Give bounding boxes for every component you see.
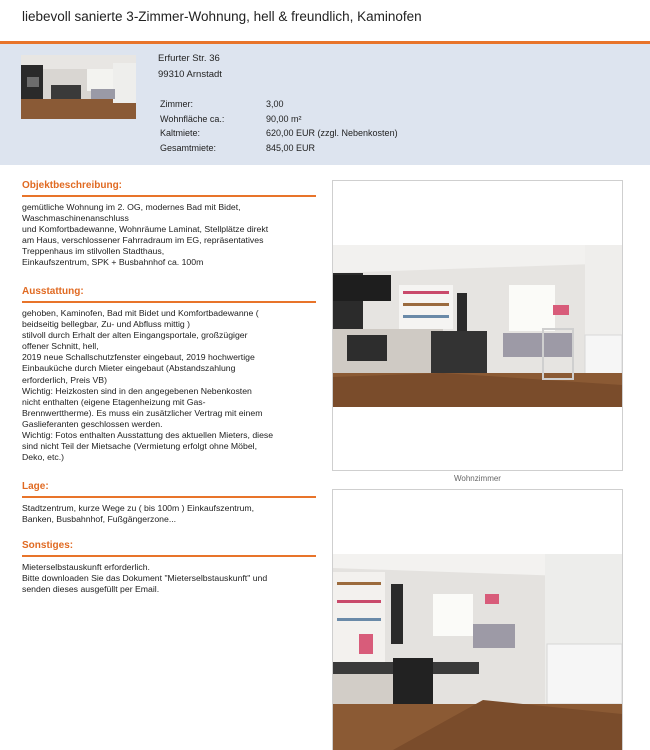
section-text (22, 308, 316, 463)
text-line: sind nicht Teil der Mietsache (Vermietung erfolgt ohne Möbel, (22, 441, 258, 452)
text-line: Bitte downloaden Sie das Dokument "Mieterselbstauskunft" und (22, 573, 268, 584)
section-heading: Ausstattung: (22, 283, 316, 303)
fact-label: Zimmer: (160, 99, 193, 109)
text-line: offener Schnitt, hell, (22, 341, 99, 352)
text-line: Stadtzentrum, kurze Wege zu ( bis 100m ) Einkaufszentrum, (22, 503, 255, 513)
text-line: beidseitig bellegbar, Zu- und Abfluss mittig ) (22, 319, 191, 330)
photo-frame-living-room[interactable] (332, 180, 623, 471)
summary-band (0, 44, 650, 165)
fact-label: Wohnfläche ca.: (160, 113, 225, 124)
text-line: nicht enthalten (eigene Etagenheizung mit Gas- (22, 396, 206, 407)
fact-row-total-rent (160, 141, 398, 156)
photo-caption: Wohnzimmer (454, 474, 501, 483)
section-heading: Sonstiges: (22, 537, 316, 557)
text-line: gemütliche Wohnung im 2. OG, modernes Bad mit Bidet, (22, 202, 241, 212)
text-line: 2019 neue Schallschutzfenster eingebaut, 2019 hochwertige (22, 352, 255, 363)
text-line: und Komfortbadewanne, Wohnräume Laminat, Stellplätze direkt (22, 224, 269, 235)
photo-living-room (333, 245, 622, 407)
text-line: Brennwerttherme). Es muss ein zusätzlicher Vertrag mit einem (22, 407, 263, 418)
fact-label: Gesamtmiete: (160, 142, 217, 153)
photo-dining-area (333, 554, 622, 750)
address-city: 99310 Arnstadt (158, 69, 222, 80)
text-line: stilvoll durch Erhalt der alten Eingangsportale, großzügiger (22, 330, 248, 341)
section-sonstiges (22, 537, 316, 595)
fact-row-rooms (160, 97, 398, 112)
fact-row-cold-rent (160, 126, 398, 141)
thumbnail-image (21, 55, 136, 119)
thumbnail-photo[interactable] (21, 55, 136, 119)
text-line: Einkaufszentrum, SPK + Busbahnhof ca. 100m (22, 257, 204, 268)
section-ausstattung (22, 283, 316, 463)
photo-frame-second[interactable] (332, 489, 623, 750)
section-objektbeschreibung (22, 177, 316, 269)
text-line: Wichtig: Fotos enthalten Ausstattung des aktuellen Mieters, diese (22, 430, 274, 441)
text-line: Wichtig: Heizkosten sind in den angegebenen Nebenkosten (22, 385, 252, 396)
section-heading: Lage: (22, 478, 316, 498)
text-line: erforderlich, Preis VB) (22, 374, 107, 385)
text-line: Gaslieferanten geschlossen werden. (22, 418, 163, 429)
text-line: Banken, Busbahnhof, Fußgängerzone... (22, 514, 177, 525)
dining-area-image (333, 554, 622, 750)
section-lage (22, 478, 316, 525)
section-text (22, 503, 316, 525)
text-line: Waschmaschinenanschluss (22, 213, 129, 224)
fact-value: 90,00 m² (266, 113, 302, 124)
fact-row-area (160, 112, 398, 127)
fact-value: 845,00 EUR (266, 142, 316, 153)
text-line: Deko, etc.) (22, 452, 65, 463)
text-line: Einbauküche durch Mieter eingebaut (Abstandszahlung (22, 363, 236, 374)
address-street: Erfurter Str. 36 (158, 53, 220, 64)
fact-label: Kaltmiete: (160, 128, 201, 139)
listing-title: liebevoll sanierte 3-Zimmer-Wohnung, hell & freundlich, Kaminofen (22, 9, 422, 24)
section-heading: Objektbeschreibung: (22, 177, 316, 197)
text-line: Treppenhaus im stilvollen Stadthaus, (22, 246, 165, 257)
facts-table (160, 97, 398, 155)
fact-value: 3,00 (266, 99, 284, 109)
section-text (22, 562, 316, 595)
text-line: gehoben, Kaminofen, Bad mit Bidet und Komfortbadewanne ( (22, 308, 259, 318)
section-text (22, 202, 316, 269)
text-line: senden dieses ausgefüllt per Email. (22, 584, 160, 595)
living-room-image (333, 245, 622, 407)
text-line: am Haus, verschlossener Fahrradraum im EG, repräsentatives (22, 235, 264, 246)
fact-value: 620,00 EUR (zzgl. Nebenkosten) (266, 128, 398, 139)
text-line: Mieterselbstauskunft erforderlich. (22, 562, 150, 572)
